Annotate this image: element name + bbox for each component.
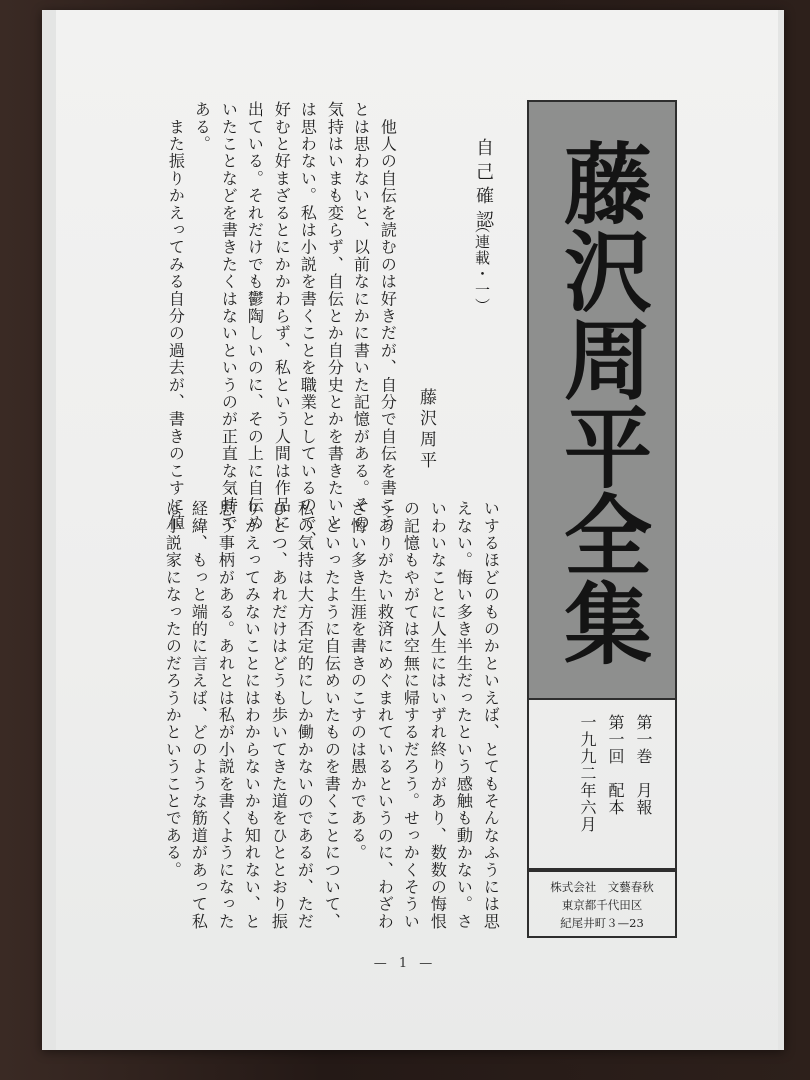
article-author: 藤沢周平 (416, 388, 436, 472)
body-line: 気持はいまも変らず、自伝とか自分史とかを書きたいと (325, 101, 345, 531)
issue-date: 一九九二年六月 (578, 714, 597, 833)
body-line: といったように自伝めいたものを書くことについて、 (322, 500, 342, 930)
article-series-note: （連載・一） (473, 218, 491, 314)
body-line: 他人の自伝を読むのは好きだが、自分で自伝を書こう (378, 101, 398, 531)
body-line: いわいなことに人生にはいずれ終りがあり、数数の悔恨 (428, 500, 448, 930)
body-line: ある。 (192, 101, 212, 153)
body-line: 好むと好まざるとにかかわらず、私という人間は作品に (272, 101, 292, 531)
newsletter-title: 藤沢周平全集 (550, 138, 654, 666)
body-line: 出ている。それだけでも鬱陶しいのに、その上に自伝め (245, 101, 265, 531)
body-line: 経緯、もっと端的に言えば、どのような筋道があって私 (189, 500, 209, 930)
body-line: また振りかえってみる自分の過去が、書きのこすに値 (166, 101, 186, 531)
body-line: ざ悔い多き生涯を書きのこすのは愚かである。 (348, 500, 368, 862)
publisher-name: 株式会社 文藝春秋 (550, 880, 654, 894)
issue-delivery: 第一回 配本 (606, 714, 625, 816)
body-line: ひとつ、あれだけはどうも歩いてきた道をひととおり振 (269, 500, 289, 930)
body-line: いするほどのものかといえば、とてもそんなふうには思 (481, 500, 501, 930)
body-line: は小説家になったのだろうかということである。 (163, 500, 183, 879)
body-line: とは思わないと、以前なにかに書いた記憶がある。その (351, 101, 371, 531)
article-title: 自己確認 (473, 138, 494, 234)
page-number: — 1 — (373, 956, 437, 971)
body-line: えない。悔い多き半生だったという感触も動かない。さ (454, 500, 474, 930)
publisher-box (527, 870, 677, 938)
publisher-address-1: 東京都千代田区 (561, 898, 643, 912)
body-line: りかえってみないことにはわからないかも知れない、と (242, 500, 262, 930)
body-line: うありがたい救済にめぐまれているというのに、わざわ (375, 500, 395, 930)
body-line: いたことなどを書きたくはないというのが正直な気持で (219, 101, 239, 531)
body-line: の記憶もやがては空無に帰するだろう。せっかくそうい (401, 500, 421, 930)
issue-volume: 第一巻 月報 (634, 714, 653, 816)
issue-info-box (527, 698, 677, 870)
publisher-address-2: 紀尾井町３—23 (560, 916, 644, 930)
body-line: は思わない。私は小説を書くことを職業としているので、 (298, 101, 318, 549)
body-line: 思う事柄がある。あれとは私が小説を書くようになった (216, 500, 236, 930)
body-line: 私の気持は大方否定的にしか働かないのであるが、ただ (295, 500, 315, 930)
title-panel (527, 100, 677, 700)
